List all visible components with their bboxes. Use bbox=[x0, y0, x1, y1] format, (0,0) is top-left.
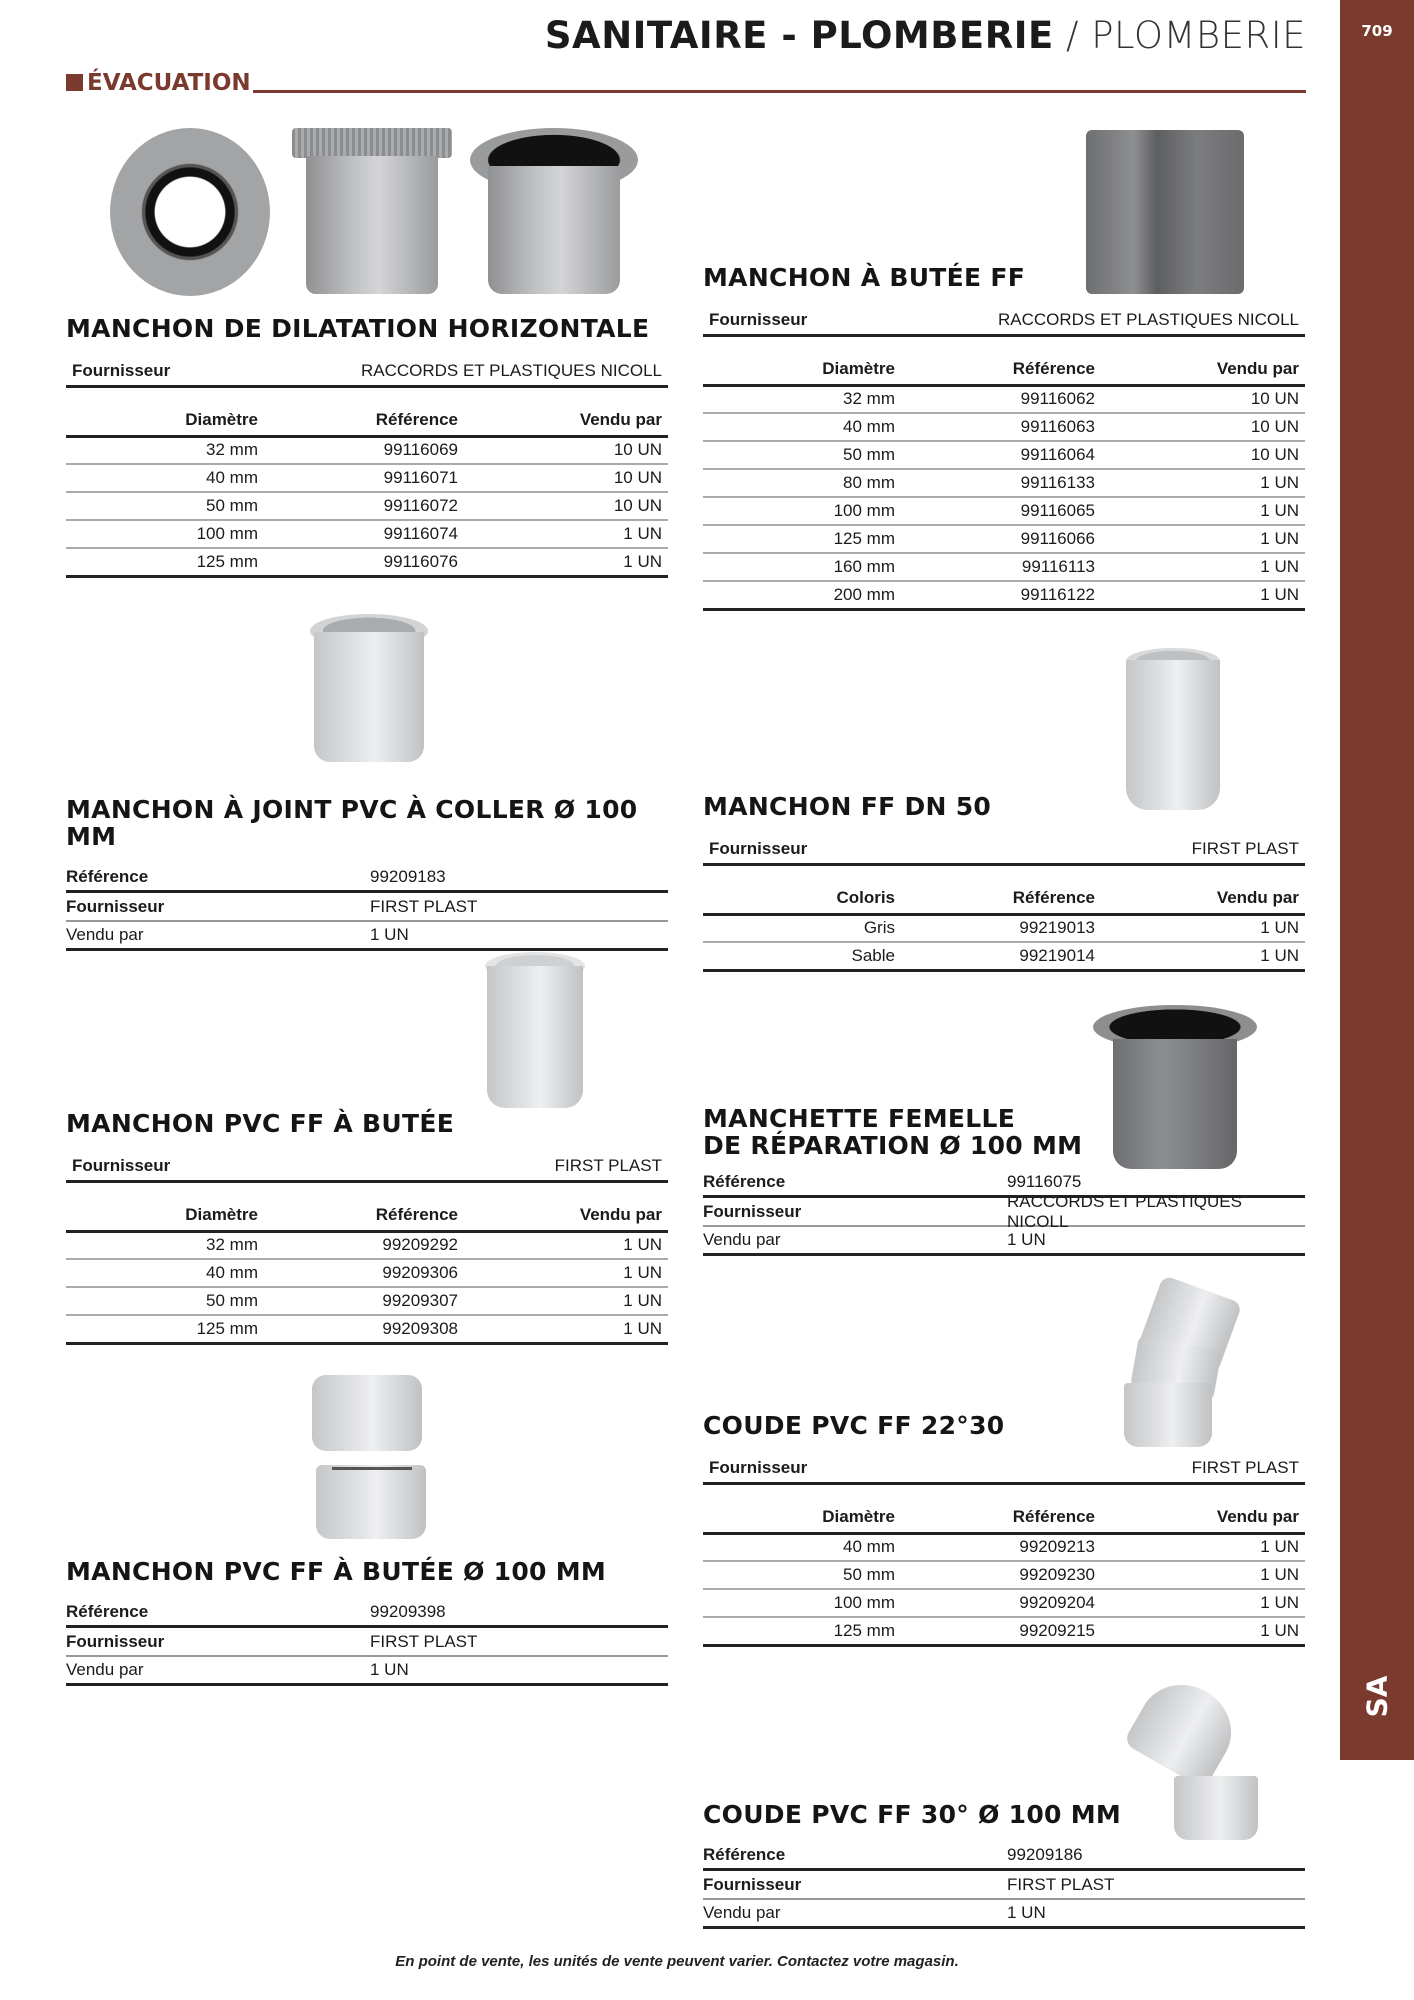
table-row bbox=[66, 1259, 668, 1287]
supplier-row bbox=[66, 1628, 668, 1657]
product-image-pvc-ff-butee bbox=[485, 952, 585, 1110]
section-marker-icon bbox=[66, 74, 83, 91]
sold-by-label: Vendu par bbox=[66, 925, 144, 944]
supplier-row bbox=[66, 1151, 668, 1183]
cell-reference: 99219013 bbox=[901, 914, 1101, 942]
supplier-label: Fournisseur bbox=[66, 1631, 165, 1651]
spec-list bbox=[703, 1842, 1305, 1929]
col-header: Vendu par bbox=[1101, 1503, 1305, 1533]
table-row bbox=[703, 553, 1305, 581]
cell-reference: 99116074 bbox=[264, 520, 464, 548]
col-header: Diamètre bbox=[703, 1503, 901, 1533]
table-row bbox=[66, 520, 668, 548]
cell-sold-by: 10 UN bbox=[1101, 441, 1305, 469]
table-row bbox=[703, 525, 1305, 553]
cell-sold-by: 1 UN bbox=[1101, 497, 1305, 525]
reference-value: 99116075 bbox=[1007, 1172, 1082, 1191]
cell-reference: 99116076 bbox=[264, 548, 464, 576]
supplier-label: Fournisseur bbox=[709, 1457, 808, 1477]
cell-reference: 99209306 bbox=[264, 1259, 464, 1287]
table-row bbox=[66, 1315, 668, 1343]
table-row bbox=[66, 436, 668, 464]
cell-reference: 99116069 bbox=[264, 436, 464, 464]
cell-sold-by: 1 UN bbox=[1101, 1533, 1305, 1561]
cell-diameter: 125 mm bbox=[703, 525, 901, 553]
cell-diameter: 125 mm bbox=[66, 1315, 264, 1343]
supplier-value: FIRST PLAST bbox=[370, 1631, 478, 1651]
product-title: MANCHON DE DILATATION HORIZONTALE bbox=[66, 314, 650, 343]
table-row bbox=[703, 942, 1305, 970]
reference-row bbox=[703, 1842, 1305, 1871]
cell-sold-by: 1 UN bbox=[464, 1259, 668, 1287]
product-manchon-joint-coller bbox=[66, 796, 668, 951]
product-title: MANCHON À BUTÉE FF bbox=[703, 263, 1026, 292]
reference-row bbox=[66, 864, 668, 893]
cell-diameter: 40 mm bbox=[66, 1259, 264, 1287]
sold-by-label: Vendu par bbox=[703, 1230, 781, 1249]
cell-sold-by: 1 UN bbox=[464, 1287, 668, 1315]
product-manchon-pvc-ff-butee bbox=[66, 1110, 668, 1345]
supplier-label: Fournisseur bbox=[709, 838, 808, 858]
col-header: Vendu par bbox=[1101, 884, 1305, 914]
cell-reference: 99116064 bbox=[901, 441, 1101, 469]
product-title-line1: MANCHETTE FEMELLE bbox=[703, 1104, 1016, 1133]
product-manchon-dilatation bbox=[66, 315, 668, 578]
spec-table bbox=[703, 884, 1305, 972]
cell-reference: 99116063 bbox=[901, 413, 1101, 441]
supplier-value: RACCORDS ET PLASTIQUES NICOLL bbox=[997, 309, 1299, 329]
cell-color: Gris bbox=[703, 914, 901, 942]
cell-diameter: 40 mm bbox=[66, 464, 264, 492]
cell-sold-by: 10 UN bbox=[1101, 413, 1305, 441]
angled-view-icon bbox=[470, 128, 638, 296]
cell-diameter: 80 mm bbox=[703, 469, 901, 497]
table-row bbox=[66, 1287, 668, 1315]
chapter-sidebar bbox=[1340, 0, 1414, 1760]
cell-reference: 99116072 bbox=[264, 492, 464, 520]
cell-reference: 99116062 bbox=[901, 385, 1101, 413]
cell-sold-by: 1 UN bbox=[1101, 1589, 1305, 1617]
product-title: MANCHON PVC FF À BUTÉE Ø 100 MM bbox=[66, 1557, 607, 1586]
col-header: Référence bbox=[264, 406, 464, 436]
cell-diameter: 200 mm bbox=[703, 581, 901, 609]
cell-diameter: 40 mm bbox=[703, 1533, 901, 1561]
cell-reference: 99116113 bbox=[901, 553, 1101, 581]
supplier-label: Fournisseur bbox=[709, 309, 808, 329]
cell-sold-by: 10 UN bbox=[464, 492, 668, 520]
product-title-line2: DE RÉPARATION Ø 100 MM bbox=[703, 1131, 1083, 1160]
sold-by-row bbox=[703, 1227, 1305, 1256]
cell-sold-by: 10 UN bbox=[1101, 385, 1305, 413]
supplier-value: FIRST PLAST bbox=[554, 1155, 662, 1175]
cell-sold-by: 10 UN bbox=[464, 436, 668, 464]
sold-by-label: Vendu par bbox=[66, 1660, 144, 1679]
product-manchon-butee-ff bbox=[703, 264, 1305, 611]
cell-reference: 99209307 bbox=[264, 1287, 464, 1315]
supplier-value: FIRST PLAST bbox=[1191, 1457, 1299, 1477]
cell-sold-by: 10 UN bbox=[464, 464, 668, 492]
col-header: Vendu par bbox=[464, 1201, 668, 1231]
table-row bbox=[66, 548, 668, 576]
cell-color: Sable bbox=[703, 942, 901, 970]
cell-diameter: 32 mm bbox=[66, 1231, 264, 1259]
cell-reference: 99116122 bbox=[901, 581, 1101, 609]
cell-diameter: 32 mm bbox=[703, 385, 901, 413]
cell-diameter: 40 mm bbox=[703, 413, 901, 441]
cell-reference: 99209213 bbox=[901, 1533, 1101, 1561]
cell-sold-by: 1 UN bbox=[1101, 1561, 1305, 1589]
product-manchon-pvc-ff-butee-100 bbox=[66, 1558, 668, 1686]
sold-by-value: 1 UN bbox=[1007, 1903, 1046, 1922]
chapter-tab[interactable]: SA bbox=[1360, 1675, 1394, 1718]
cell-sold-by: 1 UN bbox=[464, 520, 668, 548]
sold-by-label: Vendu par bbox=[703, 1903, 781, 1922]
col-header: Vendu par bbox=[464, 406, 668, 436]
cell-reference: 99116071 bbox=[264, 464, 464, 492]
cell-diameter: 100 mm bbox=[703, 1589, 901, 1617]
supplier-label: Fournisseur bbox=[703, 1201, 802, 1221]
ring-view-icon bbox=[110, 128, 270, 296]
cell-diameter: 32 mm bbox=[66, 436, 264, 464]
spec-list bbox=[66, 864, 668, 951]
table-row bbox=[703, 581, 1305, 609]
page-title-separator: / bbox=[1053, 14, 1092, 57]
reference-label: Référence bbox=[703, 1845, 786, 1864]
table-row bbox=[703, 413, 1305, 441]
supplier-row bbox=[703, 1453, 1305, 1485]
sold-by-row bbox=[66, 1657, 668, 1686]
supplier-value: FIRST PLAST bbox=[1007, 1874, 1115, 1894]
product-title: MANCHON À JOINT PVC À COLLER Ø 100 MM bbox=[66, 795, 638, 851]
section-label: ÉVACUATION bbox=[87, 70, 251, 96]
supplier-row bbox=[703, 1191, 1305, 1231]
supplier-value: RACCORDS ET PLASTIQUES NICOLL bbox=[1007, 1191, 1242, 1231]
cell-sold-by: 1 UN bbox=[1101, 553, 1305, 581]
product-coude-30 bbox=[703, 1801, 1305, 1929]
page-title-sub: PLOMBERIE bbox=[1091, 14, 1306, 57]
cell-reference: 99209292 bbox=[264, 1231, 464, 1259]
col-header: Référence bbox=[264, 1201, 464, 1231]
cell-reference: 99219014 bbox=[901, 942, 1101, 970]
spec-list bbox=[703, 1169, 1305, 1256]
cell-sold-by: 1 UN bbox=[464, 1231, 668, 1259]
cell-reference: 99209215 bbox=[901, 1617, 1101, 1645]
cell-reference: 99116133 bbox=[901, 469, 1101, 497]
reference-label: Référence bbox=[66, 1602, 149, 1621]
table-row bbox=[703, 385, 1305, 413]
page-title-main: SANITAIRE - PLOMBERIE bbox=[544, 14, 1054, 57]
product-image-ff-dn50 bbox=[1126, 648, 1220, 812]
reference-label: Référence bbox=[66, 867, 149, 886]
cell-sold-by: 1 UN bbox=[1101, 942, 1305, 970]
table-row bbox=[703, 1561, 1305, 1589]
supplier-row bbox=[703, 305, 1305, 337]
supplier-label: Fournisseur bbox=[66, 896, 165, 916]
page-number: 709 bbox=[1361, 22, 1393, 40]
cell-sold-by: 1 UN bbox=[1101, 525, 1305, 553]
table-row bbox=[703, 469, 1305, 497]
col-header: Référence bbox=[901, 355, 1101, 385]
cell-reference: 99116065 bbox=[901, 497, 1101, 525]
sold-by-value: 1 UN bbox=[370, 925, 409, 944]
cell-sold-by: 1 UN bbox=[1101, 469, 1305, 497]
cell-sold-by: 1 UN bbox=[1101, 581, 1305, 609]
supplier-value: RACCORDS ET PLASTIQUES NICOLL bbox=[360, 360, 662, 380]
col-header: Référence bbox=[901, 884, 1101, 914]
product-title: MANCHON FF DN 50 bbox=[703, 792, 992, 821]
col-header: Diamètre bbox=[66, 406, 264, 436]
product-coude-2230 bbox=[703, 1412, 1305, 1647]
section-rule bbox=[253, 90, 1306, 93]
cell-sold-by: 1 UN bbox=[464, 1315, 668, 1343]
sold-by-value: 1 UN bbox=[370, 1660, 409, 1679]
cell-sold-by: 1 UN bbox=[1101, 914, 1305, 942]
table-row bbox=[703, 441, 1305, 469]
reference-label: Référence bbox=[703, 1172, 786, 1191]
table-row bbox=[66, 1231, 668, 1259]
supplier-label: Fournisseur bbox=[703, 1874, 802, 1894]
spec-table bbox=[66, 1201, 668, 1345]
reference-row bbox=[66, 1599, 668, 1628]
supplier-row bbox=[66, 356, 668, 388]
product-title: COUDE PVC FF 22°30 bbox=[703, 1411, 1005, 1440]
supplier-value: FIRST PLAST bbox=[370, 896, 478, 916]
cell-diameter: 50 mm bbox=[703, 1561, 901, 1589]
cell-reference: 99116066 bbox=[901, 525, 1101, 553]
product-image-dilatation bbox=[110, 128, 670, 298]
table-row bbox=[703, 1533, 1305, 1561]
spec-table bbox=[703, 1503, 1305, 1647]
col-header: Coloris bbox=[703, 884, 901, 914]
table-row bbox=[703, 1589, 1305, 1617]
spec-list bbox=[66, 1599, 668, 1686]
cell-reference: 99209230 bbox=[901, 1561, 1101, 1589]
supplier-row bbox=[703, 834, 1305, 866]
section-heading bbox=[66, 66, 1306, 96]
reference-value: 99209398 bbox=[370, 1602, 446, 1621]
table-row bbox=[703, 497, 1305, 525]
supplier-label: Fournisseur bbox=[72, 1155, 171, 1175]
product-image-pvc-ff-butee-100 bbox=[312, 1375, 428, 1540]
supplier-row bbox=[703, 1871, 1305, 1900]
spec-table bbox=[66, 406, 668, 578]
spec-table bbox=[703, 355, 1305, 611]
cell-diameter: 125 mm bbox=[66, 548, 264, 576]
product-title: COUDE PVC FF 30° Ø 100 MM bbox=[703, 1800, 1122, 1829]
cell-diameter: 160 mm bbox=[703, 553, 901, 581]
product-image-joint-coller bbox=[310, 614, 428, 764]
product-manchette-femelle bbox=[703, 1105, 1305, 1256]
table-row bbox=[66, 464, 668, 492]
cell-diameter: 100 mm bbox=[703, 497, 901, 525]
col-header: Référence bbox=[901, 1503, 1101, 1533]
sold-by-row bbox=[703, 1900, 1305, 1929]
table-row bbox=[703, 1617, 1305, 1645]
supplier-row bbox=[66, 893, 668, 922]
reference-value: 99209186 bbox=[1007, 1845, 1083, 1864]
cell-diameter: 50 mm bbox=[66, 1287, 264, 1315]
col-header: Vendu par bbox=[1101, 355, 1305, 385]
reference-value: 99209183 bbox=[370, 867, 446, 886]
supplier-label: Fournisseur bbox=[72, 360, 171, 380]
sold-by-row bbox=[66, 922, 668, 951]
col-header: Diamètre bbox=[703, 355, 901, 385]
side-view-icon bbox=[292, 128, 452, 296]
cell-sold-by: 1 UN bbox=[1101, 1617, 1305, 1645]
sold-by-value: 1 UN bbox=[1007, 1230, 1046, 1249]
cell-reference: 99209204 bbox=[901, 1589, 1101, 1617]
col-header: Diamètre bbox=[66, 1201, 264, 1231]
table-row bbox=[703, 914, 1305, 942]
page-title bbox=[545, 14, 1306, 57]
supplier-value: FIRST PLAST bbox=[1191, 838, 1299, 858]
cell-diameter: 100 mm bbox=[66, 520, 264, 548]
cell-diameter: 50 mm bbox=[66, 492, 264, 520]
cell-diameter: 125 mm bbox=[703, 1617, 901, 1645]
cell-reference: 99209308 bbox=[264, 1315, 464, 1343]
product-title: MANCHON PVC FF À BUTÉE bbox=[66, 1109, 455, 1138]
footer-note: En point de vente, les unités de vente peuvent varier. Contactez votre magasin. bbox=[395, 1953, 959, 1970]
table-row bbox=[66, 492, 668, 520]
cell-diameter: 50 mm bbox=[703, 441, 901, 469]
product-manchon-ff-dn50 bbox=[703, 793, 1305, 972]
cell-sold-by: 1 UN bbox=[464, 548, 668, 576]
